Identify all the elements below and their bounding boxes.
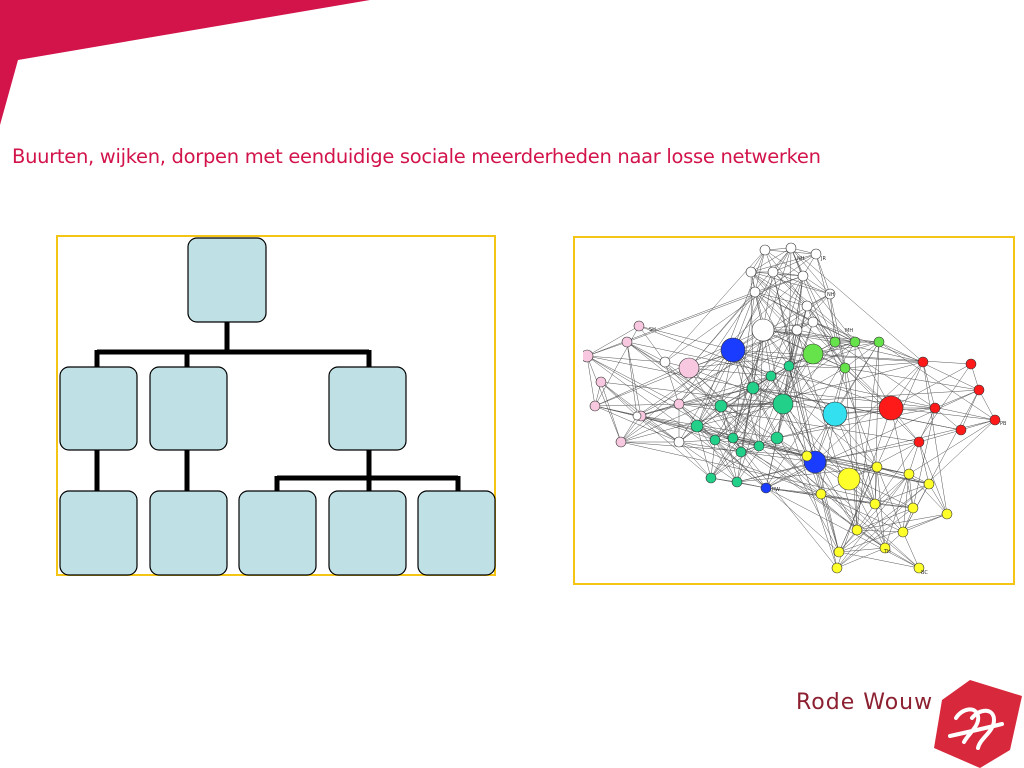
network-node [715, 400, 727, 412]
network-node [721, 338, 745, 362]
network-node [750, 287, 760, 297]
network-node [834, 547, 844, 557]
network-diagram [583, 242, 1007, 580]
network-edge [715, 440, 737, 482]
network-edge [777, 438, 919, 568]
network-edge [857, 530, 903, 532]
network-edge [935, 390, 979, 408]
network-edge [601, 382, 621, 442]
network-node [771, 432, 783, 444]
network-node [802, 301, 812, 311]
network-node [768, 267, 778, 277]
node-label: PB [1000, 421, 1007, 427]
network-node [840, 363, 850, 373]
network-node [634, 321, 644, 331]
network-edge [903, 532, 919, 568]
network-node [616, 437, 626, 447]
network-edge [721, 406, 919, 568]
network-node [596, 377, 606, 387]
network-edge [627, 342, 665, 362]
network-edge [855, 342, 857, 530]
network-edge [845, 342, 879, 368]
network-node [930, 403, 940, 413]
network-edge [879, 342, 979, 390]
network-node [990, 415, 1000, 425]
network-edge [755, 250, 765, 292]
network-node [879, 396, 903, 420]
network-node [966, 359, 976, 369]
network-node [832, 563, 842, 573]
network-edge [919, 408, 935, 442]
network-node [728, 433, 738, 443]
network-node [811, 249, 821, 259]
network-node [908, 503, 918, 513]
network-edge [679, 440, 715, 442]
network-node [706, 473, 716, 483]
network-edge [839, 552, 919, 568]
network-edge [721, 406, 891, 408]
node-label: NH [827, 292, 835, 298]
node-label: SH [649, 327, 656, 333]
network-node [924, 479, 934, 489]
node-label: JR [821, 256, 826, 262]
network-edge [875, 484, 929, 504]
network-node [852, 525, 862, 535]
network-node [679, 358, 699, 378]
network-node [803, 344, 823, 364]
hierarchy-box-level2 [329, 367, 406, 450]
hierarchy-box-level3 [239, 491, 316, 575]
network-node [622, 337, 632, 347]
network-edge [830, 294, 835, 342]
network-node [872, 462, 882, 472]
slide-title: Buurten, wijken, dorpen met eenduidige sociale meerderheden naar losse netwerken [12, 145, 821, 168]
network-node [914, 437, 924, 447]
hierarchy-box-level2 [150, 367, 227, 450]
network-node [633, 412, 641, 420]
network-node [898, 527, 908, 537]
node-label: TH [884, 549, 891, 555]
network-node [823, 402, 847, 426]
network-node [816, 489, 826, 499]
network-edge [711, 452, 741, 478]
network-edge [919, 430, 961, 442]
network-node [660, 357, 670, 367]
network-node [760, 245, 770, 255]
network-edge [875, 504, 903, 532]
network-node [674, 399, 684, 409]
network-node [736, 447, 746, 457]
network-node [918, 357, 928, 367]
network-node [874, 337, 884, 347]
network-node [808, 317, 818, 327]
network-edge [587, 356, 821, 494]
network-node [773, 394, 793, 414]
network-edge [766, 488, 919, 568]
network-nodes [583, 243, 1000, 573]
network-edge [595, 404, 679, 406]
network-node [590, 401, 600, 411]
network-node [974, 385, 984, 395]
network-node [850, 337, 860, 347]
network-node [691, 420, 703, 432]
hierarchy-box-level2 [60, 367, 137, 450]
network-edge [919, 442, 929, 484]
hierarchy-box-level3 [418, 491, 495, 575]
network-node [798, 271, 808, 281]
network-node [710, 435, 720, 445]
network-edge [587, 342, 627, 356]
network-node [732, 477, 742, 487]
network-edge [587, 356, 621, 442]
network-node [870, 499, 880, 509]
network-node [802, 451, 812, 461]
node-label: NH [797, 256, 805, 262]
network-node [786, 243, 796, 253]
hierarchy-box-level3 [329, 491, 406, 575]
network-node [956, 425, 966, 435]
hierarchy-box-level3 [60, 491, 137, 575]
node-label: PW [772, 487, 780, 493]
network-node [792, 325, 802, 335]
network-node [830, 337, 840, 347]
network-edge [839, 548, 885, 552]
network-node [942, 509, 952, 519]
network-edge [923, 362, 947, 514]
network-node [904, 469, 914, 479]
logo-mark [928, 678, 1024, 768]
network-node [674, 437, 684, 447]
network-node [752, 319, 774, 341]
network-node [766, 371, 776, 381]
network-edge [891, 364, 971, 408]
network-node [761, 483, 771, 493]
network-edge [789, 330, 797, 366]
node-label: MH [845, 328, 854, 334]
network-edge [587, 356, 595, 406]
network-node [583, 350, 593, 362]
network-node [784, 361, 794, 371]
network-node [747, 382, 759, 394]
network-node [746, 267, 756, 277]
network-node [754, 441, 764, 451]
node-label: BC [921, 570, 928, 576]
network-node [838, 468, 860, 490]
logo-text: Rode Wouw [796, 690, 934, 715]
hierarchy-box-level3 [150, 491, 227, 575]
hierarchy-box-root [188, 238, 266, 322]
